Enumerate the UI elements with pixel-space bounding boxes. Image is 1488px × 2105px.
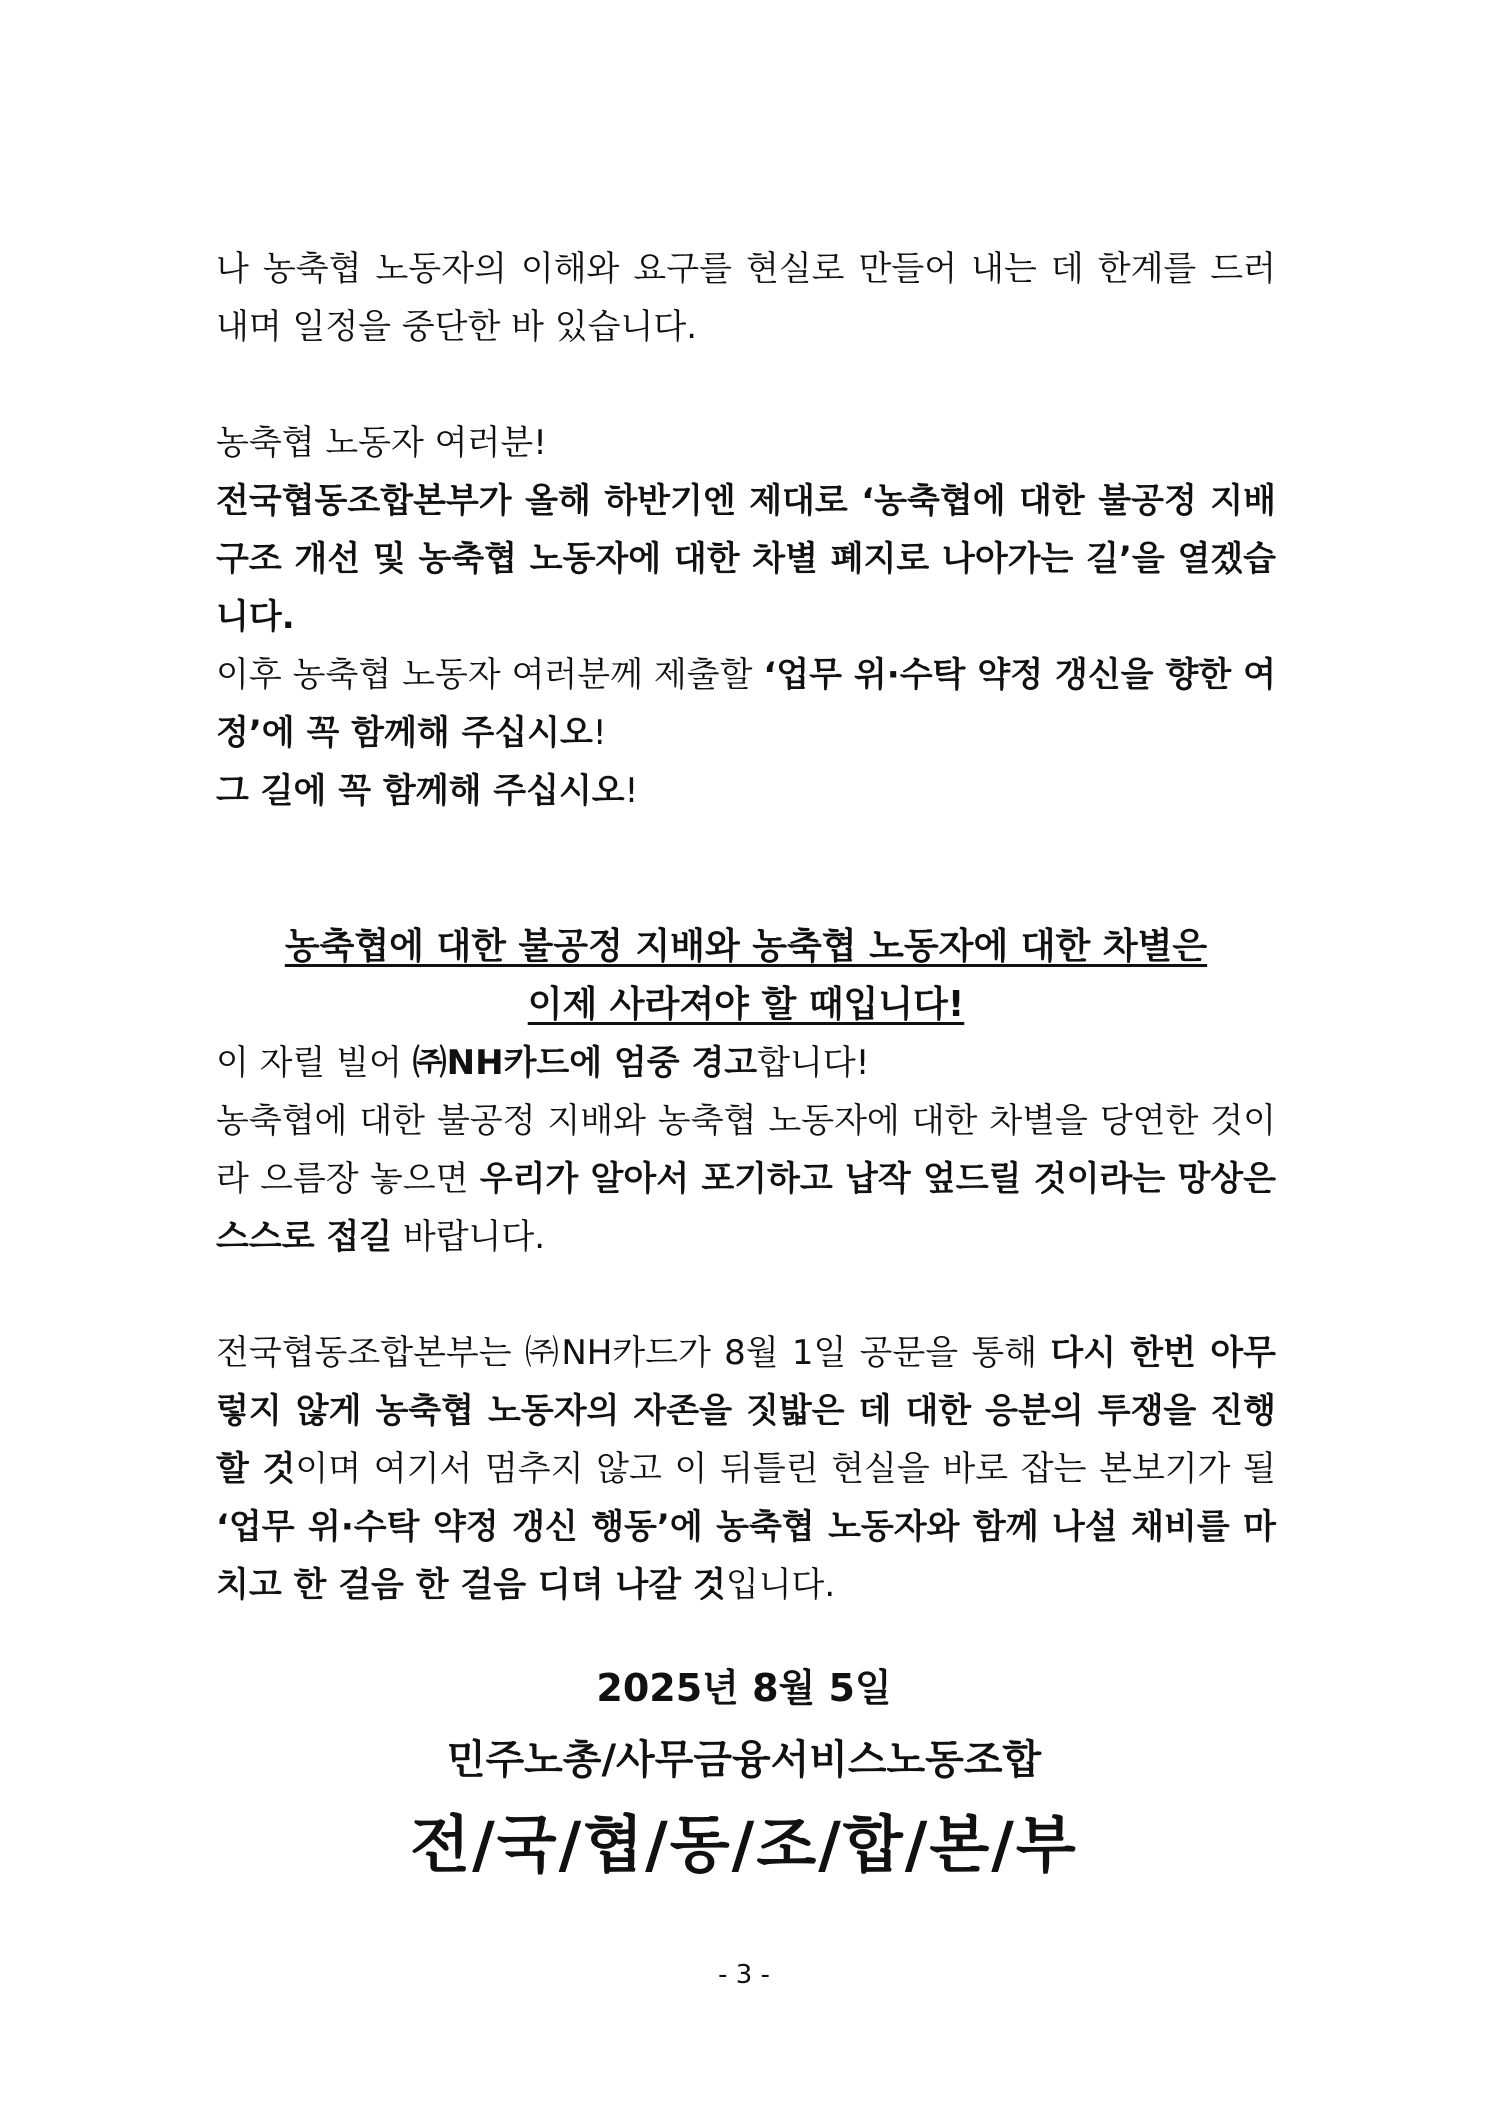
- resolution-end: 입니다.: [725, 1565, 836, 1605]
- threat-end: 바랍니다.: [392, 1217, 546, 1257]
- paragraph-pledge: [216, 472, 1276, 646]
- body-section-2: [216, 1034, 1276, 1614]
- resolution-bold-1: 다시 한번 아무렇지 않게 농축협 노동자의 자존을 짓밟은 데 대한 응분의 투쟁을 진행할 것: [216, 1333, 1276, 1489]
- paragraph-address: 농축협 노동자 여러분!: [216, 423, 547, 463]
- body-section-1: [216, 240, 1276, 820]
- section-heading: [216, 918, 1276, 1034]
- warning-plain: 이 자릴 빌어: [216, 1043, 413, 1083]
- paragraph-request: [216, 646, 1276, 762]
- warning-end: 합니다!: [757, 1043, 870, 1083]
- paragraph-resolution: [216, 1324, 1276, 1614]
- resolution-bold-2: ‘업무 위·수탁 약정 갱신 행동’에 농축협 노동자와 함께 나설 채비를 마치고 한 걸음 한 걸음 디뎌 나갈 것: [216, 1507, 1276, 1605]
- heading-line-1: 농축협에 대한 불공정 지배와 농축협 노동자에 대한 차별은: [284, 926, 1208, 967]
- request-tail-bold: 에 꼭 함께해 주십시오: [261, 713, 593, 753]
- paragraph-threat: [216, 1092, 1276, 1266]
- resolution-plain-2: 이며 여기서 멈추지 않고 이 뒤틀린 현실을 바로 잡는 본보기가 될: [295, 1449, 1276, 1489]
- paragraph-appeal: [216, 762, 1276, 820]
- signature-date: 2025년 8월 5일: [596, 1666, 892, 1710]
- pledge-bold: 전국협동조합본부가 올해 하반기엔 제대로 ‘농축협에 대한 불공정 지배구조 개선 및 농축협 노동자에 대한 차별 폐지로 나아가는 길’을 열겠습니다.: [216, 481, 1276, 637]
- heading-line-2: 이제 사라져야 할 때입니다!: [527, 984, 965, 1025]
- resolution-plain-1: 전국협동조합본부는 ㈜NH카드가 8월 1일 공문을 통해: [216, 1333, 1051, 1373]
- signature-main: 전/국/협/동/조/합/본/부: [410, 1808, 1078, 1881]
- signature-organization: 민주노총/사무금융서비스노동조합: [446, 1737, 1042, 1783]
- request-plain: 이후 농축협 노동자 여러분께 제출할: [216, 655, 764, 695]
- warning-bold: ㈜NH카드에 엄중 경고: [412, 1043, 758, 1083]
- appeal-bold: 그 길에 꼭 함께해 주십시오: [216, 771, 625, 811]
- request-end: !: [592, 713, 607, 753]
- appeal-end: !: [624, 771, 639, 811]
- threat-bold: 우리가 알아서 포기하고 납작 엎드릴 것이라는 망상은 스스로 접길: [216, 1159, 1276, 1257]
- threat-plain: 농축협에 대한 불공정 지배와 농축협 노동자에 대한 차별을 당연한 것이라 으름장 놓으면: [216, 1101, 1276, 1199]
- paragraph-warning: [216, 1034, 1276, 1092]
- paragraph-continuation: 나 농축협 노동자의 이해와 요구를 현실로 만들어 내는 데 한계를 드러내며 일정을 중단한 바 있습니다.: [216, 249, 1276, 347]
- page-number: - 3 -: [718, 1960, 770, 1990]
- request-bold: ‘업무 위·수탁 약정 갱신을 향한 여정’: [216, 655, 1276, 753]
